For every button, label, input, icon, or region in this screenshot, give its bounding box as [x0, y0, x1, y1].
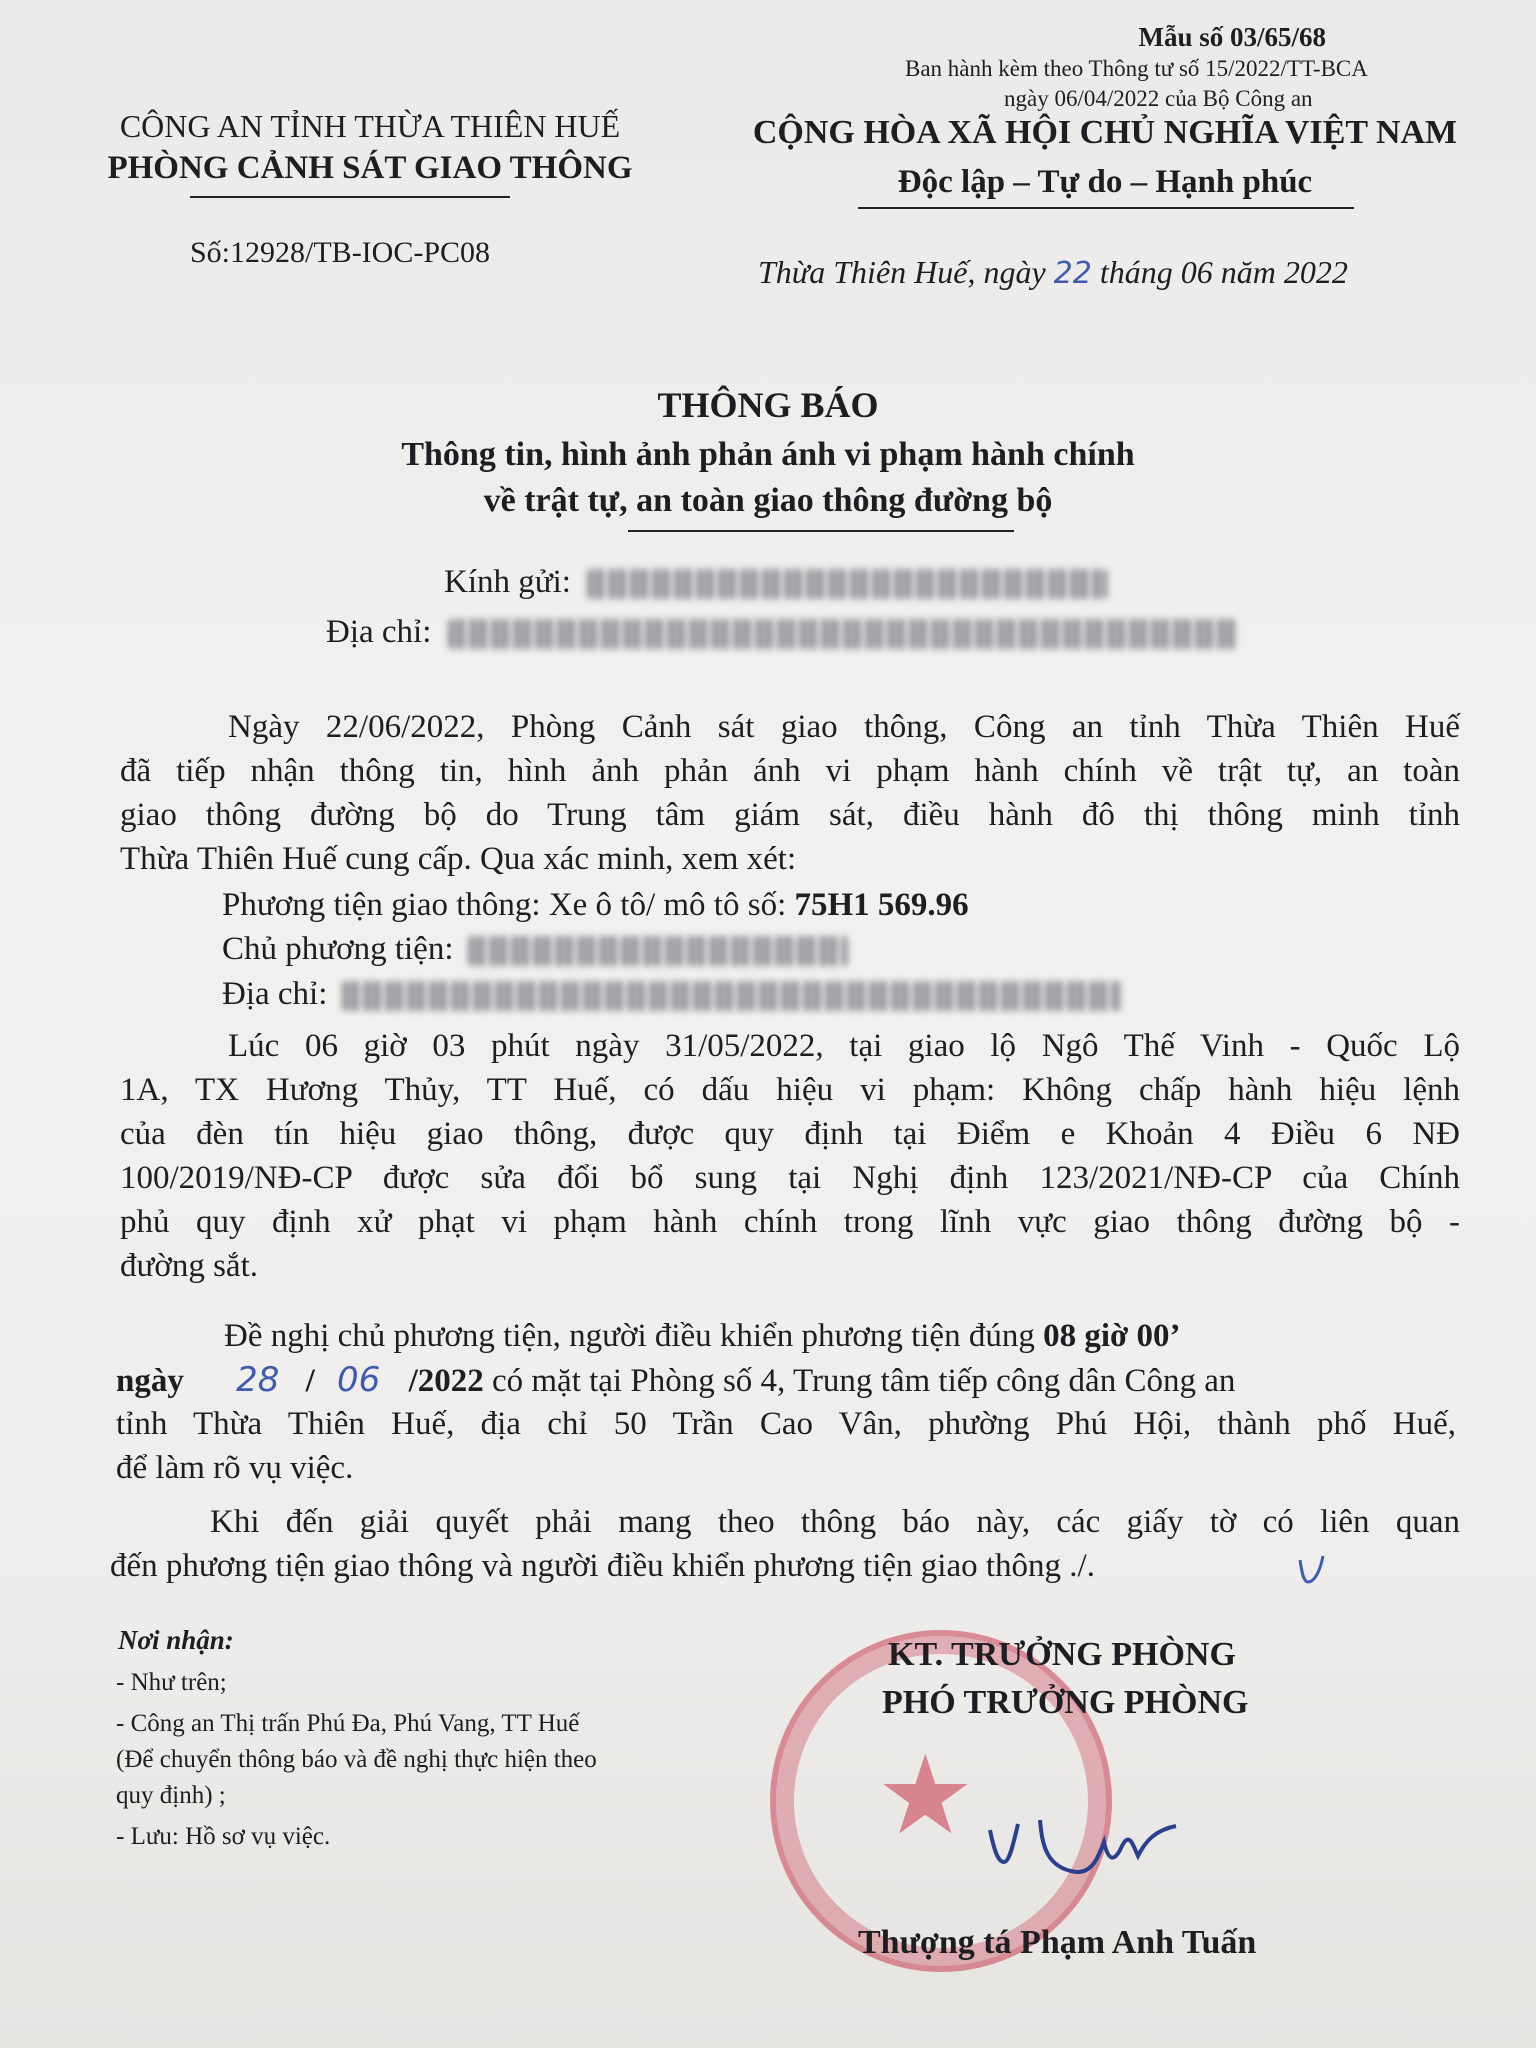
recipient-address-label: Địa chỉ:	[326, 614, 432, 650]
signer-name: Thượng tá Phạm Anh Tuấn	[858, 1924, 1257, 1961]
signer-role-2: PHÓ TRƯỞNG PHÒNG	[882, 1684, 1249, 1721]
vehicle-plate: 75H1 569.96	[794, 887, 969, 923]
form-issued-line-2: ngày 06/04/2022 của Bộ Công an	[1004, 86, 1313, 111]
paragraph-violation: Lúc 06 giờ 03 phút ngày 31/05/2022, tại giao lộ Ngô Thế Vinh - Quốc Lộ 1A, TX Hương Thủy, TT Huế, có dấu hiệu vi phạm: Không chấp hành hiệu lệnh của đèn tín hiệu giao thông, được quy định tại Điểm e Khoản 4 Điều 6 NĐ 100/2019/NĐ-CP được sửa đổi bổ sung tại Nghị định 123/2021/NĐ-CP của Chính phủ quy định xử phạt vi phạm hành chính trong lĩnh vực giao thông đường bộ - đường sắt.	[120, 1028, 1460, 1284]
nation-name: CỘNG HÒA XÃ HỘI CHỦ NGHĨA VIỆT NAM	[752, 114, 1458, 151]
notice-title: THÔNG BÁO	[657, 385, 879, 425]
vehicle-line: Phương tiện giao thông: Xe ô tô/ mô tô số: 75H1 569.96	[222, 887, 969, 923]
handwritten-signature	[980, 1800, 1200, 1890]
paragraph-documents-line-2: đến phương tiện giao thông và người điều khiển phương tiện giao thông ./.	[110, 1548, 1095, 1584]
paragraph-request-line-1: Đề nghị chủ phương tiện, người điều khiển phương tiện đúng 08 giờ 00’	[224, 1318, 1181, 1354]
receivers-title: Nơi nhận:	[118, 1625, 234, 1655]
list-item: - Lưu: Hồ sơ vụ việc.	[116, 1823, 331, 1850]
paragraph-request-line-3: tỉnh Thừa Thiên Huế, địa chỉ 50 Trần Cao Vân, phường Phú Hội, thành phố Huế,	[116, 1406, 1456, 1442]
owner-line: Chủ phương tiện:	[222, 927, 848, 971]
owner-address-line: Địa chỉ:	[222, 972, 1122, 1016]
paragraph-receipt: Ngày 22/06/2022, Phòng Cảnh sát giao thông, Công an tỉnh Thừa Thiên Huế đã tiếp nhận thông tin, hình ảnh phản ánh vi phạm hành chính về trật tự, an toàn giao thông đường bộ do Trung tâm giám sát, điều hành đô thị thông minh tỉnh Thừa Thiên Huế cung cấp. Qua xác minh, xem xét:	[120, 709, 1460, 877]
paragraph-request-line-2: ngày 28 / 06 /2022 có mặt tại Phòng số 4, Trung tâm tiếp công dân Công an	[116, 1360, 1236, 1400]
paragraph-documents-line-1: Khi đến giải quyết phải mang theo thông báo này, các giấy tờ có liên quan	[210, 1504, 1460, 1540]
list-item: (Để chuyển thông báo và đề nghị thực hiện theo	[116, 1746, 597, 1773]
agency-name: CÔNG AN TỈNH THỪA THIÊN HUẾ	[119, 108, 621, 144]
motto-underline	[858, 207, 1354, 209]
redacted-owner-address	[342, 981, 1122, 1011]
document-number: Số:12928/TB-IOC-PC08	[190, 236, 491, 269]
redacted-recipient-name	[587, 569, 1107, 599]
appointment-time: 08 giờ 00’	[1043, 1318, 1181, 1354]
recipient-line	[444, 564, 1107, 601]
handwritten-appointment-day: 28	[236, 1360, 280, 1400]
title-underline	[628, 530, 1014, 532]
issue-date: Thừa Thiên Huế, ngày 22 tháng 06 năm 2022	[758, 254, 1348, 291]
agency-underline	[190, 196, 510, 198]
initial-mark	[1296, 1552, 1326, 1586]
list-item: - Như trên;	[116, 1669, 227, 1696]
receivers-list	[116, 1666, 776, 1853]
signer-role-1: KT. TRƯỞNG PHÒNG	[888, 1636, 1236, 1673]
star-icon: ★	[876, 1735, 975, 1857]
form-issued-line-1: Ban hành kèm theo Thông tư số 15/2022/TT-BCA	[905, 56, 1368, 81]
handwritten-appointment-month: 06	[337, 1360, 381, 1400]
redacted-recipient-address	[448, 619, 1238, 649]
redacted-owner-name	[468, 936, 848, 966]
agency-department: PHÒNG CẢNH SÁT GIAO THÔNG	[107, 150, 633, 186]
list-item: - Công an Thị trấn Phú Đa, Phú Vang, TT Huế	[116, 1710, 580, 1737]
recipient-address-line	[326, 614, 1238, 651]
form-number: Mẫu số 03/65/68	[1138, 22, 1326, 52]
list-item: quy định) ;	[116, 1782, 226, 1809]
handwritten-day: 22	[1053, 256, 1092, 291]
notice-subtitle-2: về trật tự, an toàn giao thông đường bộ	[483, 482, 1053, 519]
paragraph-request-line-4: để làm rõ vụ việc.	[116, 1450, 354, 1486]
recipient-label: Kính gửi:	[444, 564, 571, 600]
nation-motto: Độc lập – Tự do – Hạnh phúc	[897, 164, 1313, 200]
notice-subtitle-1: Thông tin, hình ảnh phản ánh vi phạm hành chính	[401, 436, 1135, 473]
